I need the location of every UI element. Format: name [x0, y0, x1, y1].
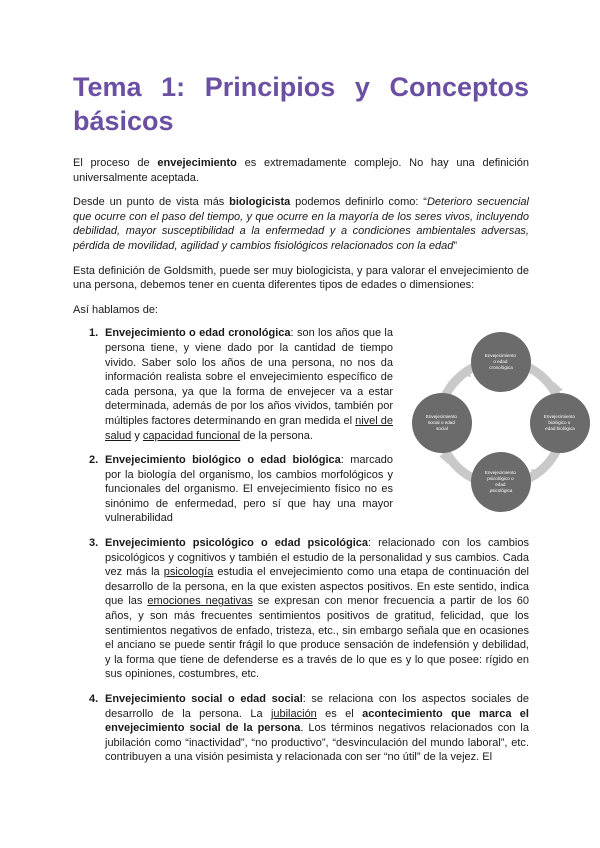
list-number: 4. [89, 693, 99, 705]
intro-paragraph [73, 156, 529, 185]
title-line-2: básicos [73, 106, 174, 136]
item-text-mid: es el [316, 707, 363, 720]
item-text-mid: estudia el envejecimiento como una etapa de continuación del desarrollo de la persona, en la que existen aspectos positivos. En este sentido, indica que las [105, 566, 529, 608]
intro-keyword: envejecimiento [157, 157, 237, 169]
item-text-end: de la persona. [240, 429, 313, 442]
intro-text-end: es extremadamente complejo. No hay una definición universalmente aceptada. [73, 157, 529, 184]
psicologia-term: psicología [163, 566, 214, 579]
bio-text-mid: podemos definirlo como: “ [290, 196, 427, 209]
node-biologica-label: Envejecimiento biológico o edad biológica [543, 414, 575, 431]
node-psicologica-label: Envejecimiento psicológico o edad psicológica [484, 470, 516, 493]
title-line-1: Tema 1: Principios y Conceptos [73, 72, 529, 102]
list-number: 1. [89, 327, 99, 340]
emociones-negativas-term: emociones negativas [147, 595, 253, 608]
item-text: : relacionado con los cambios psicológicos y cognitivos y también el estudio de la personalidad y sus cambios. Cada vez más la [105, 537, 529, 579]
asi-paragraph: Así hablamos de: [73, 303, 158, 316]
item-text-end: . Los términos negativos relacionados con la jubilación como “inactividad”, “no productivo”, “desvinculación del mundo laboral”, etc. contribuyen a una visión pesimista y relacionada con ser “no útil” de la vejez. El [105, 722, 529, 764]
goldsmith-paragraph: Esta definición de Goldsmith, puede ser muy biologicista, y para valorar el envejecimiento de una persona, debemos tener en cuenta diferentes tipos de edades o dimensiones: [73, 264, 529, 292]
biologicista-paragraph [73, 195, 529, 253]
list-item [73, 326, 393, 443]
node-social-label: Envejecimiento social o edad social [425, 414, 457, 431]
item-heading: Envejecimiento psicológico o edad psicológica [105, 537, 369, 550]
item-text: : marcado por la biología del organismo, los cambios morfológicos y funcionales del organismo. El envejecimiento físico no es sinónimo de enfermedad, pero sí que hay una mayor vulnerabilidad [105, 454, 393, 525]
page-title [73, 70, 529, 138]
nivel-salud-term: nivel de salud [105, 414, 394, 442]
ages-cycle-diagram [411, 330, 591, 512]
node-cronologica-label: Envejecimiento o edad cronológica [484, 353, 516, 370]
item-emphasis: acontecimiento que marca el envejecimiento social de la persona [105, 707, 529, 735]
list-number: 2. [89, 454, 99, 467]
bio-text: Desde un punto de vista más [73, 196, 230, 209]
bio-quote-close: ” [453, 239, 458, 252]
item-text: : son los años que la persona tiene, y viene dado por la cantidad de tiempo vivido. Saber solo los años de una persona, no nos da información realista sobre el envejecimiento específico de cada persona, ya que la forma de envejecer va a estar determinada, además de por los años vividos, también por múltiples factores determinando en gran medida el [105, 327, 393, 427]
capacidad-funcional-term: capacidad funcional [142, 429, 241, 442]
bio-definition: Deterioro secuencial que ocurre con el paso del tiempo, y que ocurre en la mayoría de los seres vivos, incluyendo debilidad, mayor susceptibilidad a la enfermedad y a condiciones ambientales adversas, pérdida de movilidad, agilidad y cambios fisiológicos relacionados con la edad [73, 196, 529, 252]
item-text: : se relaciona con los aspectos sociales de desarrollo de la persona. La [105, 693, 529, 720]
list-number: 3. [89, 537, 99, 550]
jubilacion-term: jubilación [270, 707, 317, 720]
item-heading: Envejecimiento biológico o edad biológica [105, 454, 341, 467]
list-item [73, 692, 529, 765]
item-text-end: se expresan con menor frecuencia a partir de los 60 años, y son más frecuentes sentimientos positivos de gratitud, felicidad, que los sentimientos negativos de enfado, tristeza, etc., sin embargo señala que en ocasiones el anciano se puede sentir frágil lo que produce sensación de indefensión y debilidad, y la forma que tiene de defenderse es a través de lo que es y lo que posee: rígido en sus opiniones, costumbres, etc. [105, 595, 529, 681]
intro-text: El proceso de [73, 157, 158, 169]
list-item [73, 453, 393, 526]
item-heading: Envejecimiento o edad cronológica [105, 327, 291, 340]
list-item [73, 536, 529, 682]
bio-keyword: biologicista [229, 196, 291, 209]
item-heading: Envejecimiento social o edad social [105, 693, 303, 705]
item-text-and: y [131, 429, 143, 442]
